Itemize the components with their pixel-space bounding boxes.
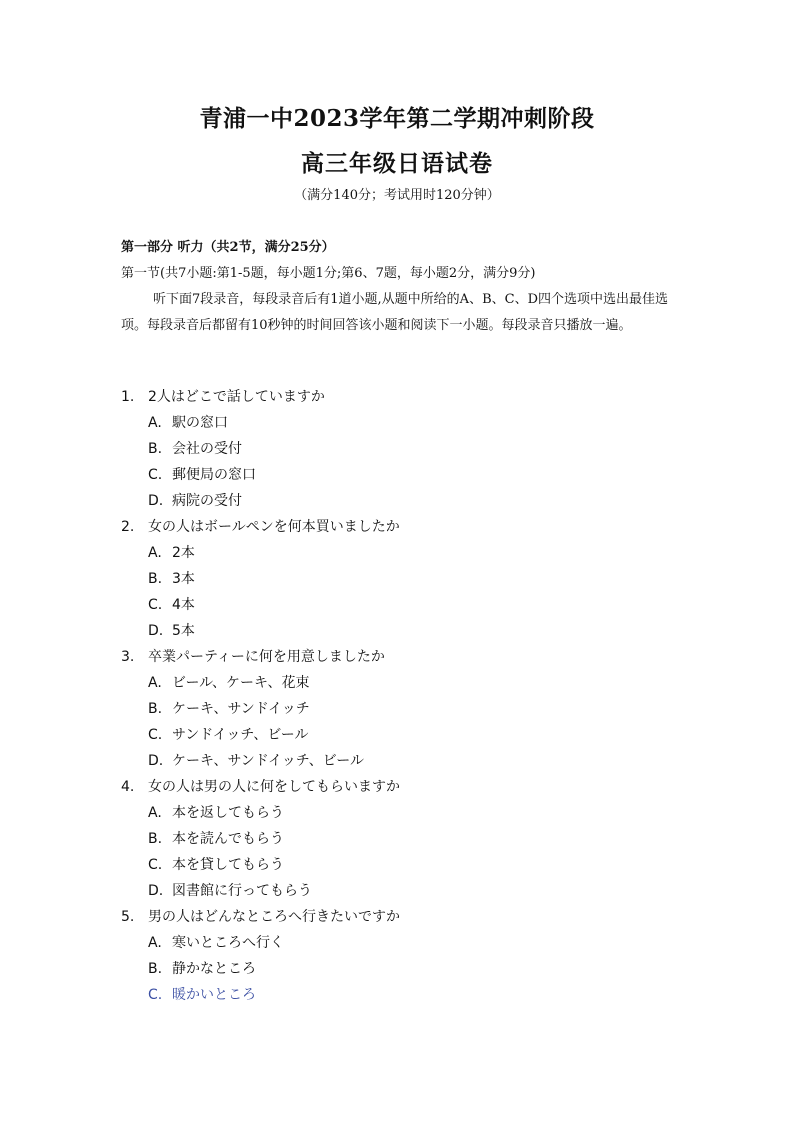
exam-title-line2: 高三年级日语试卷	[301, 150, 493, 177]
option-2b: B. 3本	[148, 571, 195, 587]
question-text: 女の人はボールペンを何本買いましたか	[148, 519, 400, 535]
question-1	[121, 384, 681, 410]
part1-heading: 第一部分 听力（共2节，满分25分）	[121, 240, 335, 255]
option-2a: A. 2本	[148, 545, 195, 561]
question-text: 卒業パーティーに何を用意しましたか	[148, 649, 385, 665]
option-3b: B. ケーキ、サンドイッチ	[148, 701, 310, 717]
question-4	[121, 774, 681, 800]
option-3c: C. サンドイッチ、ビール	[148, 727, 309, 743]
option-3d: D. ケーキ、サンドイッチ、ビール	[148, 753, 364, 769]
exam-title-line1: 青浦一中2023学年第二学期冲刺阶段	[199, 105, 595, 132]
question-number: 2.	[121, 519, 135, 535]
option-4c: C. 本を貸してもらう	[148, 857, 284, 873]
option-3a: A. ビール、ケーキ、花束	[148, 675, 310, 691]
option-1a: A. 駅の窓口	[148, 415, 228, 431]
question-text: 男の人はどんなところへ行きたいですか	[148, 909, 400, 925]
option-2d: D. 5本	[148, 623, 195, 639]
question-3	[121, 644, 681, 670]
question-5	[121, 904, 681, 930]
option-4a: A. 本を返してもらう	[148, 805, 284, 821]
question-text: 2人はどこで話していますか	[148, 389, 325, 405]
option-2c: C. 4本	[148, 597, 195, 613]
option-1d: D. 病院の受付	[148, 493, 242, 509]
option-5c: C. 暖かいところ	[148, 987, 256, 1003]
listening-instructions: 听下面7段录音，每段录音后有1道小题,从题中所给的A、B、C、D四个选项中选出最佳选项。每段录音后都留有10秒钟的时间回答该小题和阅读下一小题。每段录音只播放一遍。	[121, 292, 668, 333]
option-1c: C. 郵便局の窓口	[148, 467, 256, 483]
option-5a: A. 寒いところへ行く	[148, 935, 284, 951]
question-2	[121, 514, 681, 540]
option-4d: D. 図書館に行ってもらう	[148, 883, 312, 899]
question-number: 1.	[121, 389, 135, 405]
question-number: 5.	[121, 909, 135, 925]
section1-heading: 第一节(共7小题:第1-5题，每小题1分;第6、7题，每小题2分，满分9分)	[121, 266, 536, 281]
exam-subtitle: （满分140分；考试用时120分钟）	[294, 188, 500, 203]
option-1b: B. 会社の受付	[148, 441, 242, 457]
option-4b: B. 本を読んでもらう	[148, 831, 284, 847]
option-5b: B. 静かなところ	[148, 961, 256, 977]
question-number: 4.	[121, 779, 135, 795]
question-number: 3.	[121, 649, 135, 665]
question-list	[121, 384, 681, 1008]
question-text: 女の人は男の人に何をしてもらいますか	[148, 779, 400, 795]
